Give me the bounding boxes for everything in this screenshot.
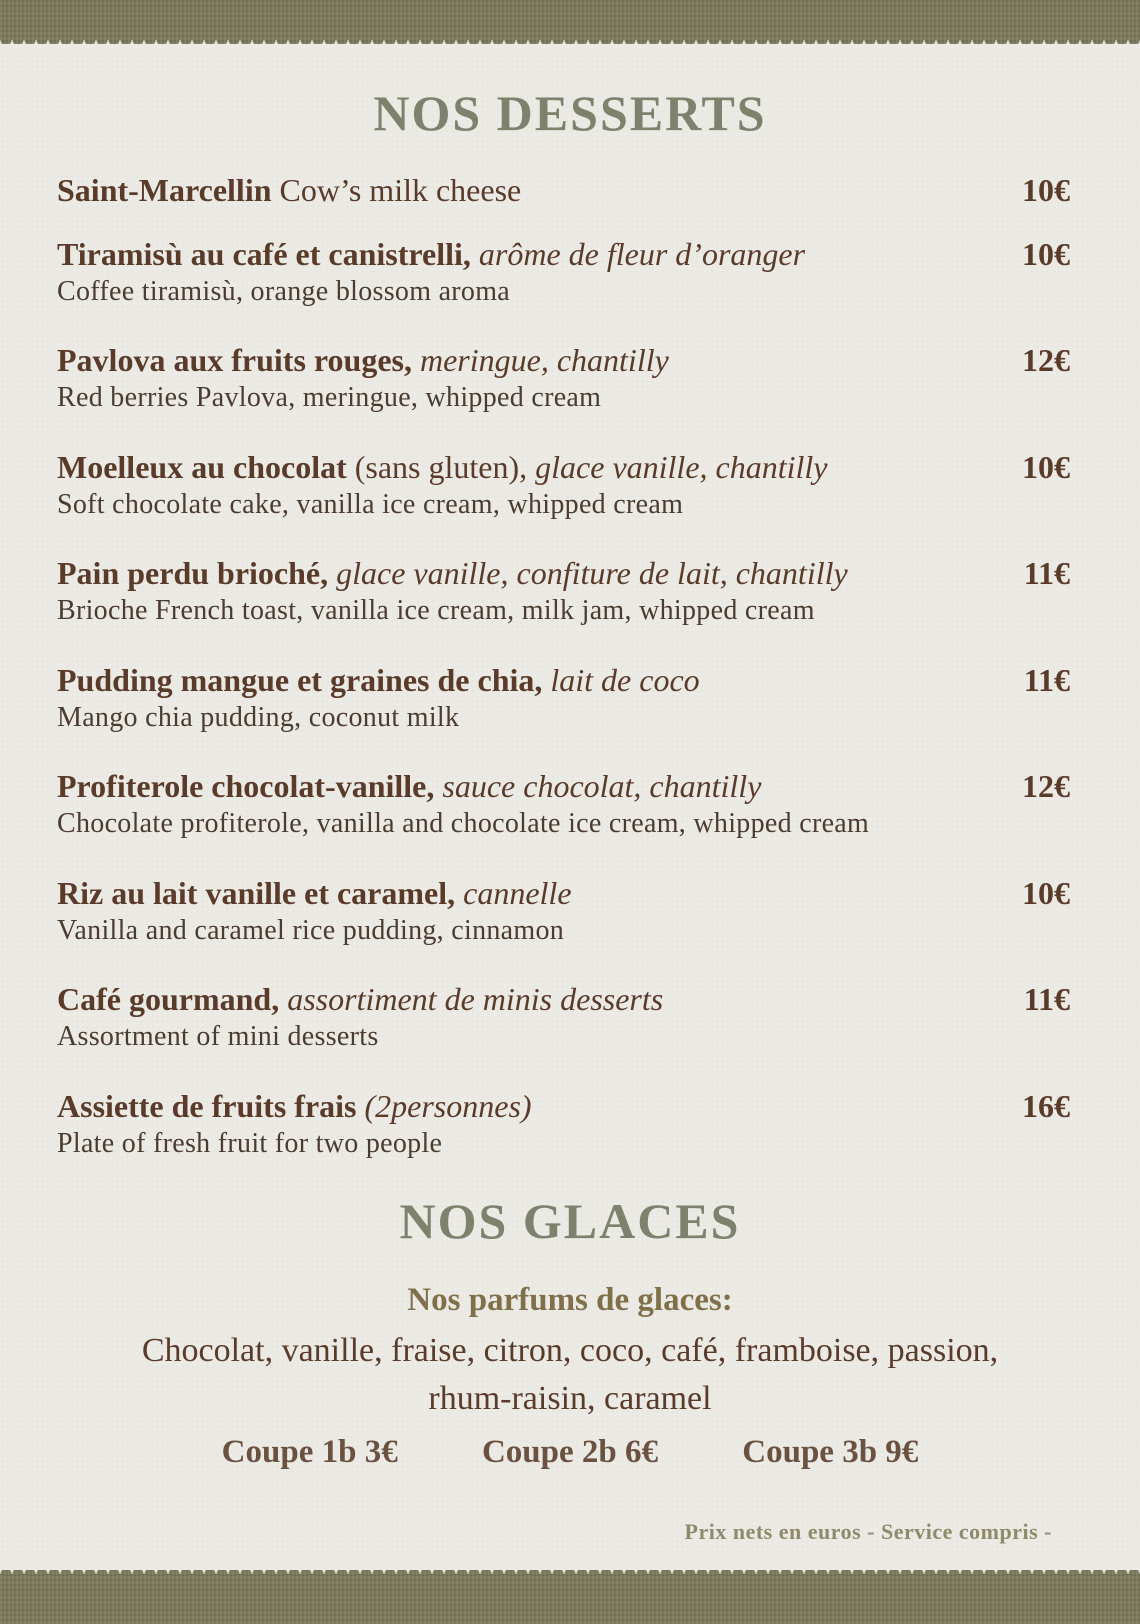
dessert-name: Pain perdu brioché, xyxy=(57,555,329,591)
flavors-title: Nos parfums de glaces: xyxy=(407,1282,733,1318)
footer-note: Prix nets en euros - Service compris - xyxy=(684,1519,1052,1544)
dessert-price: 10€ xyxy=(1022,875,1070,911)
dessert-item xyxy=(57,340,1070,416)
dessert-price: 11€ xyxy=(1023,555,1070,591)
dessert-accompaniment: (2personnes) xyxy=(356,1088,532,1124)
dessert-price: 16€ xyxy=(1022,1088,1070,1124)
flavors-list xyxy=(80,1327,1060,1423)
dessert-english-description: Soft chocolate cake, vanilla ice cream, whipped cream xyxy=(57,489,684,520)
dessert-accompaniment: assortiment de minis desserts xyxy=(279,981,664,1017)
glaces-title: NOS GLACES xyxy=(399,1193,741,1249)
dessert-name: Pavlova aux fruits rouges, xyxy=(57,342,412,378)
dessert-item-title-line xyxy=(57,1086,1070,1126)
dessert-detail: (sans gluten), xyxy=(346,449,528,485)
dessert-item-title-line xyxy=(57,660,1070,700)
dessert-item-title-line xyxy=(57,979,1070,1019)
dessert-english-description: Red berries Pavlova, meringue, whipped cream xyxy=(57,382,602,413)
flavors-line-2: rhum-raisin, caramel xyxy=(428,1380,712,1417)
dessert-item xyxy=(57,553,1070,629)
dessert-price: 10€ xyxy=(1022,449,1070,485)
dessert-price: 10€ xyxy=(1022,172,1070,208)
coupe-prices xyxy=(0,1434,1140,1471)
dessert-name: Assiette de fruits frais xyxy=(57,1088,357,1124)
dessert-item-title-line xyxy=(57,766,1070,806)
dessert-item-title-line xyxy=(57,553,1070,593)
dessert-item-title-line xyxy=(57,873,1070,913)
dessert-item xyxy=(57,979,1070,1055)
dessert-price: 12€ xyxy=(1022,342,1070,378)
flavors-line-1: Chocolat, vanille, fraise, citron, coco, café, framboise, passion, xyxy=(141,1332,999,1369)
dessert-name: Saint-Marcellin xyxy=(57,172,272,208)
dessert-item xyxy=(57,766,1070,842)
dessert-accompaniment: sauce chocolat, chantilly xyxy=(434,768,762,804)
dessert-name: Profiterole chocolat-vanille, xyxy=(57,768,435,804)
dessert-name: Pudding mangue et graines de chia, xyxy=(57,662,543,698)
dessert-item-title-line xyxy=(57,447,1070,487)
dessert-name: Tiramisù au café et canistrelli, xyxy=(57,236,471,272)
dessert-item xyxy=(57,234,1070,310)
dessert-english-description: Brioche French toast, vanilla ice cream, milk jam, whipped cream xyxy=(57,595,815,626)
coupe-2-price: Coupe 2b 6€ xyxy=(481,1434,659,1470)
dessert-price: 11€ xyxy=(1023,981,1070,1017)
dessert-name: Café gourmand, xyxy=(57,981,280,1017)
dessert-price: 10€ xyxy=(1022,236,1070,272)
dessert-accompaniment: glace vanille, confiture de lait, chantilly xyxy=(328,555,848,591)
dessert-item xyxy=(57,447,1070,523)
dessert-item-title-line xyxy=(57,170,1070,210)
coupe-3-price: Coupe 3b 9€ xyxy=(742,1434,919,1470)
dessert-accompaniment: meringue, chantilly xyxy=(411,342,669,378)
dessert-english-description: Vanilla and caramel rice pudding, cinnamon xyxy=(57,915,565,946)
dessert-detail: Cow’s milk cheese xyxy=(271,172,522,208)
dessert-item xyxy=(57,873,1070,949)
dessert-english-description: Assortment of mini desserts xyxy=(57,1021,379,1052)
coupe-1-price: Coupe 1b 3€ xyxy=(221,1434,398,1470)
menu-content xyxy=(0,44,1140,1570)
dessert-english-description: Coffee tiramisù, orange blossom aroma xyxy=(57,276,511,307)
dessert-item xyxy=(57,1086,1070,1162)
dessert-item-title-line xyxy=(57,234,1070,274)
dessert-accompaniment: cannelle xyxy=(455,875,572,911)
dessert-english-description: Mango chia pudding, coconut milk xyxy=(57,702,460,733)
dessert-accompaniment: glace vanille, chantilly xyxy=(527,449,828,485)
dessert-item-title-line xyxy=(57,340,1070,380)
dessert-price: 11€ xyxy=(1023,662,1070,698)
dessert-name: Riz au lait vanille et caramel, xyxy=(57,875,456,911)
dessert-accompaniment: lait de coco xyxy=(542,662,700,698)
dessert-price: 12€ xyxy=(1022,768,1070,804)
dessert-item xyxy=(57,170,1070,210)
dessert-name: Moelleux au chocolat xyxy=(57,449,347,485)
desserts-title: NOS DESSERTS xyxy=(373,85,767,141)
dessert-english-description: Plate of fresh fruit for two people xyxy=(57,1128,443,1159)
dessert-english-description: Chocolate profiterole, vanilla and chocolate ice cream, whipped cream xyxy=(57,808,870,839)
dessert-item xyxy=(57,660,1070,736)
dessert-accompaniment: arôme de fleur d’oranger xyxy=(470,236,806,272)
